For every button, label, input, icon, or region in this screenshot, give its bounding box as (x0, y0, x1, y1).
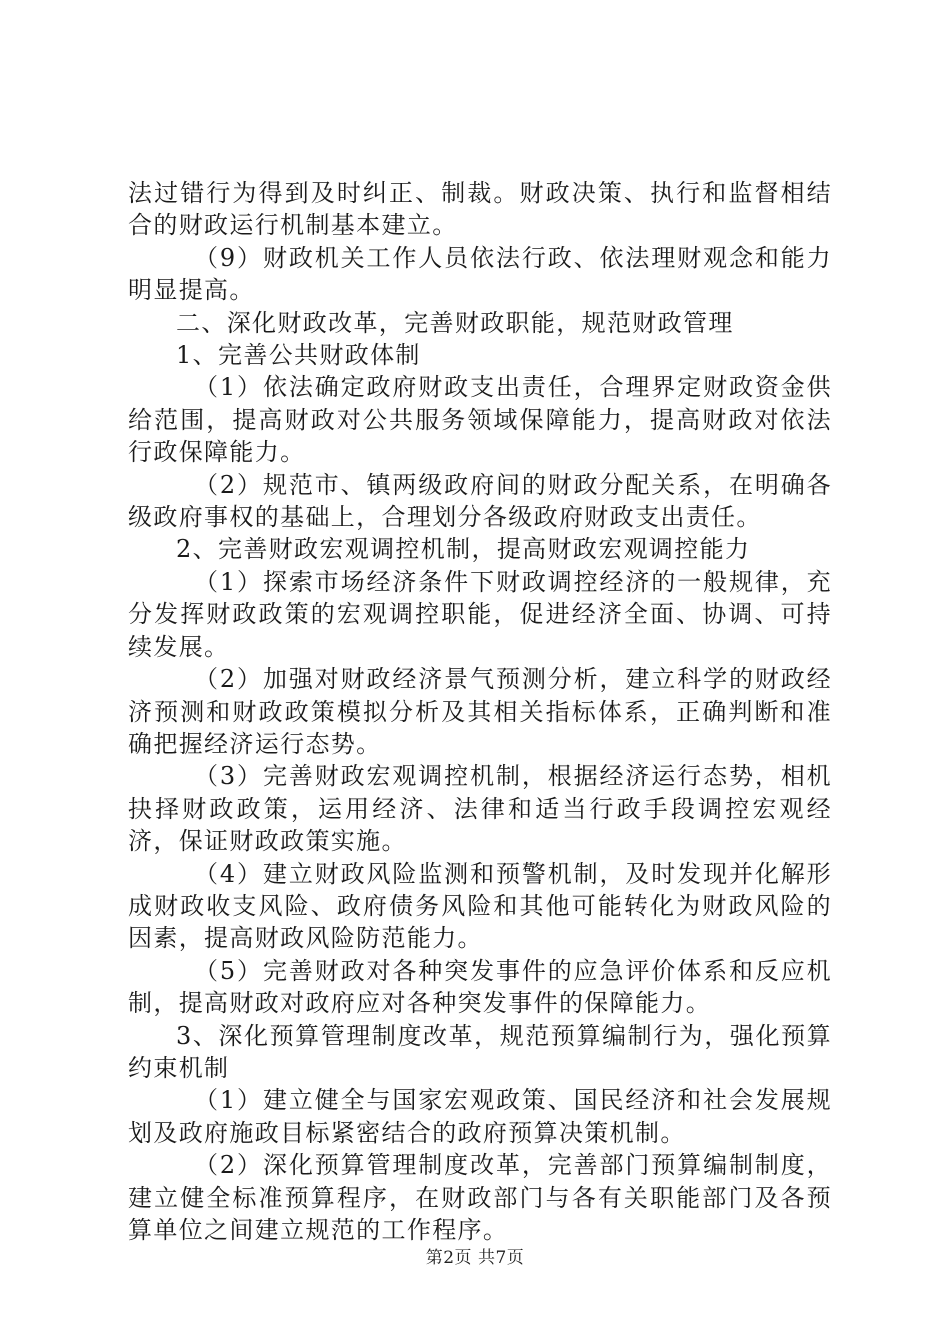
subheading-1: 1、完善公共财政体制 (176, 341, 421, 370)
paragraph-continuation: 法过错行为得到及时纠正、制裁。财政决策、执行和监督相结合的财政运行机制基本建立。 (128, 179, 832, 240)
paragraph-2-4: （4）建立财政风险监测和预警机制，及时发现并化解形成财政收支风险、政府债务风险和其他可能转化为财政风险的因素，提高财政风险防范能力。 (128, 859, 832, 953)
paragraph-1-1: （1）依法确定政府财政支出责任，合理界定财政资金供给范围，提高财政对公共服务领域保障能力，提高财政对依法行政保障能力。 (128, 373, 832, 467)
document-body (128, 177, 832, 1246)
subheading-2: 2、完善财政宏观调控机制，提高财政宏观调控能力 (176, 535, 751, 564)
section-heading-2: 二、深化财政改革，完善财政职能，规范财政管理 (176, 308, 734, 337)
paragraph-2-1: （1）探索市场经济条件下财政调控经济的一般规律，充分发挥财政政策的宏观调控职能，促进经济全面、协调、可持续发展。 (128, 567, 832, 661)
paragraph-item-9: （9）财政机关工作人员依法行政、依法理财观念和能力明显提高。 (128, 243, 832, 305)
paragraph-3-1: （1）建立健全与国家宏观政策、国民经济和社会发展规划及政府施政目标紧密结合的政府预算决策机制。 (128, 1086, 832, 1147)
paragraph-2-2: （2）加强对财政经济景气预测分析，建立科学的财政经济预测和财政政策模拟分析及其相关指标体系，正确判断和准确把握经济运行态势。 (128, 665, 832, 758)
paragraph-3-2: （2）深化预算管理制度改革，完善部门预算编制制度，建立健全标准预算程序，在财政部门与各有关职能部门及各预算单位之间建立规范的工作程序。 (128, 1151, 832, 1244)
paragraph-1-2: （2）规范市、镇两级政府间的财政分配关系，在明确各级政府事权的基础上，合理划分各级政府财政支出责任。 (128, 470, 832, 532)
page-number-footer: 第2页 共7页 (425, 1248, 525, 1268)
paragraph-2-3: （3）完善财政宏观调控机制，根据经济运行态势，相机抉择财政政策，运用经济、法律和适当行政手段调控宏观经济，保证财政政策实施。 (128, 762, 832, 856)
subheading-3: 3、深化预算管理制度改革，规范预算编制行为，强化预算约束机制 (128, 1021, 832, 1082)
paragraph-2-5: （5）完善财政对各种突发事件的应急评价体系和反应机制，提高财政对政府应对各种突发事件的保障能力。 (128, 956, 832, 1018)
